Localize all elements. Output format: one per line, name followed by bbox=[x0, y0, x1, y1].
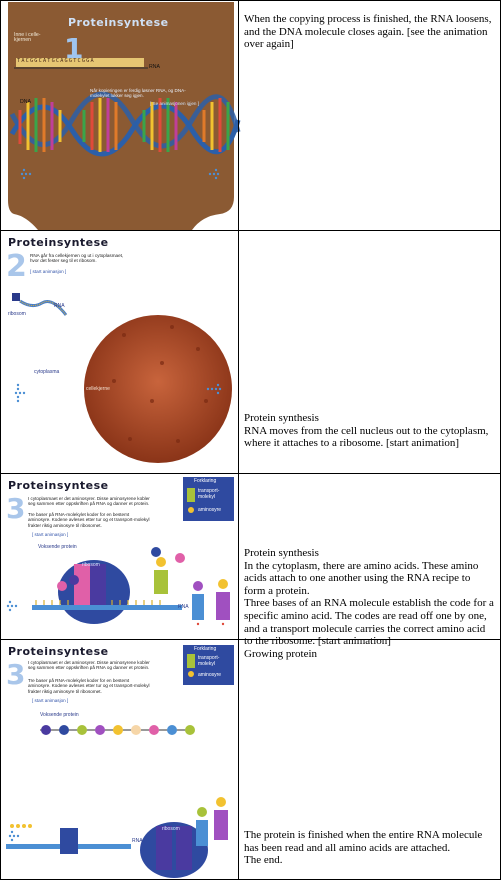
growing-protein-label: Voksende protein bbox=[38, 544, 77, 550]
rna-sequence: TACGGCATGCAGGTCGGA bbox=[17, 58, 95, 64]
row-description: Protein synthesis In the cytoplasm, there are amino acids. These amino acids attach to one another using the RNA recipe to form a protein. Three bases of an RNA molecule establish the code for a specific amino acid. The codes are read off one by one, and a transport molecule carries the correct amino acid to the ribosome. [start animation] Growing protein bbox=[244, 547, 494, 660]
detail-text: Tre baser på RNA-molekylet koder for en bestemt aminosyre. Kodene avleses etter tur og et transport-molekyl frakter riktig aminosyre til ribosomet. bbox=[28, 512, 150, 528]
cytoplasm-label: cytoplasma bbox=[34, 369, 60, 375]
row-description: When the copying process is finished, the RNA loosens, and the DNA molecule closes again. [see the animation over again] bbox=[244, 13, 492, 51]
panel-title: Proteinsyntese bbox=[8, 236, 109, 249]
legend-amino: aminosyre bbox=[198, 507, 222, 513]
intro-text: I cytoplasmaet er det aminosyrer. Disse aminosyrene kobler seg sammen etter oppskriften på RNA og danner et protein. bbox=[28, 496, 150, 507]
animation-panel-cytoplasm bbox=[2, 231, 238, 473]
intro-text: RNA går fra cellekjernen og ut i cytoplasmaet, hvor det fester seg til et ribosom. bbox=[30, 253, 124, 264]
legend-title: Forklaring bbox=[194, 478, 217, 484]
step-number: 3 bbox=[6, 492, 26, 525]
start-animation-link[interactable]: [ start animasjon ] bbox=[32, 532, 69, 537]
location-label: Inne i celle- kjernen bbox=[14, 32, 41, 44]
cytoplasm-illustration bbox=[2, 231, 238, 473]
row-description: Protein synthesis RNA moves from the cell nucleus out to the cytoplasm, where it attaches to a ribosome. [start animation] bbox=[244, 412, 489, 450]
column-divider bbox=[238, 473, 239, 639]
table-row bbox=[1, 473, 500, 660]
step-number: 3 bbox=[6, 658, 26, 691]
step-number: 1 bbox=[64, 32, 84, 65]
ribosome-label: ribosom bbox=[162, 826, 180, 832]
rna-label: RNA bbox=[178, 604, 189, 610]
panel-title: Proteinsyntese bbox=[8, 645, 109, 658]
copy-note: Når kopieringen er ferdig løsner RNA, og DNA- molekylet lukker seg igjen. bbox=[90, 88, 186, 99]
replay-link[interactable]: [ Se animasjonen igjen ] bbox=[150, 101, 200, 106]
start-animation-link[interactable]: [ start animasjon ] bbox=[30, 269, 67, 274]
column-divider bbox=[238, 639, 239, 879]
start-animation-link[interactable]: [ start animasjon ] bbox=[32, 698, 69, 703]
rna-label: RNA bbox=[149, 64, 160, 70]
animation-panel-translation bbox=[2, 474, 238, 639]
rna-label: RNA bbox=[54, 303, 65, 309]
membrane-label: cellekjerne bbox=[86, 386, 110, 392]
intro-text: I cytoplasmaet er det aminosyrer. Disse aminosyrene kobler seg sammen etter oppskriften på RNA og danner et protein. bbox=[28, 660, 150, 671]
ribosome-label: ribosom bbox=[82, 562, 100, 568]
table-row bbox=[1, 639, 500, 879]
panel-title: Proteinsyntese bbox=[8, 479, 109, 492]
panel-title: Proteinsyntese bbox=[68, 16, 169, 29]
row-description: The protein is finished when the entire RNA molecule has been read and all amino acids are attached. The end. bbox=[244, 829, 483, 867]
animation-panel-nucleus bbox=[2, 2, 238, 230]
growing-protein-label: Voksende protein bbox=[40, 712, 79, 718]
legend-transport: transport- molekyl bbox=[198, 655, 220, 667]
column-divider bbox=[238, 1, 239, 230]
column-divider bbox=[238, 230, 239, 473]
dna-label: DNA bbox=[20, 99, 31, 105]
legend-amino: aminosyre bbox=[198, 672, 222, 678]
legend-transport: transport- molekyl bbox=[198, 488, 220, 500]
table-row bbox=[1, 230, 500, 474]
legend-title: Forklaring bbox=[194, 646, 217, 652]
rna-label: RNA bbox=[132, 838, 143, 844]
table-row bbox=[1, 1, 500, 231]
animation-panel-finished bbox=[2, 640, 238, 880]
ribosome-label: ribosom bbox=[8, 311, 26, 317]
step-number: 2 bbox=[6, 249, 27, 284]
detail-text: Tre baser på RNA-molekylet koder for en bestemt aminosyre. Kodene avleses etter tur og et transport-molekyl frakter riktig aminosyre til ribosomet. bbox=[28, 678, 150, 694]
